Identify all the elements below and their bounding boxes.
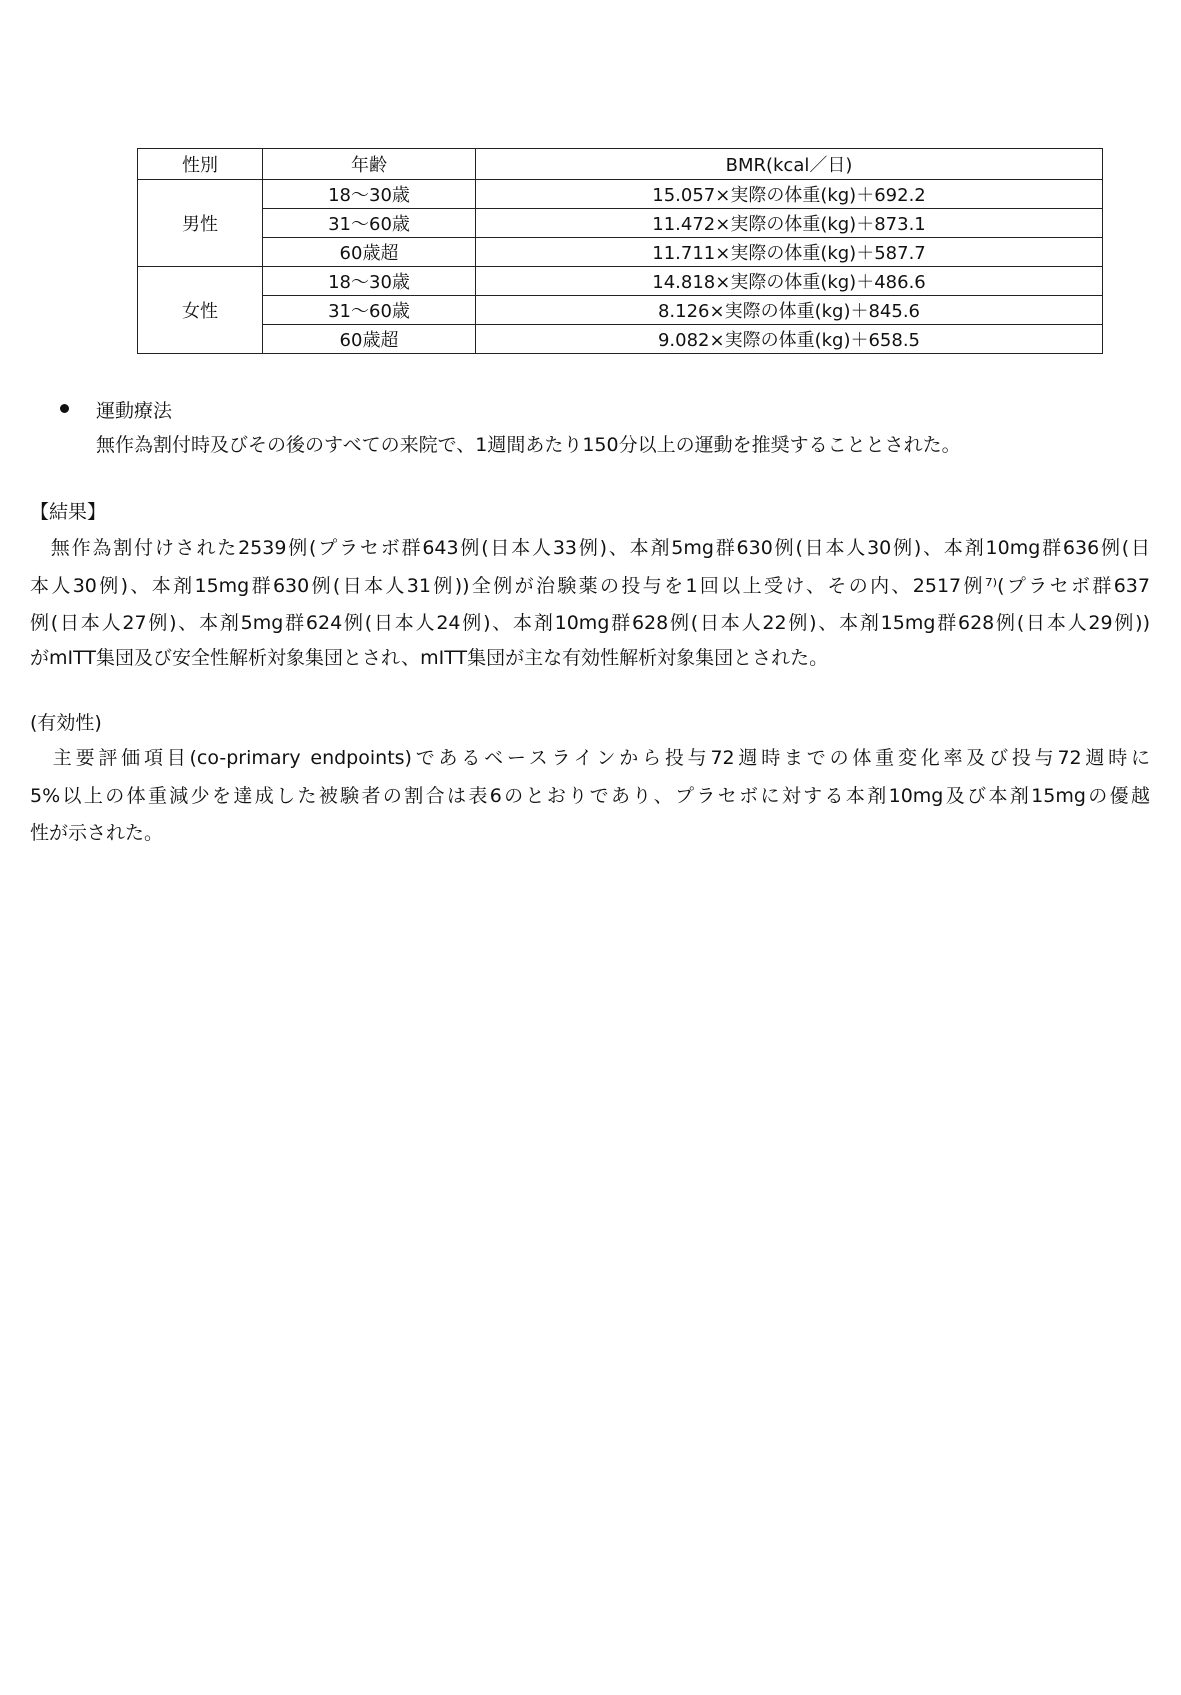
exercise-title: 運動療法	[96, 400, 173, 422]
efficacy-line: 主要評価項目(co-primary endpoints)であるベースラインから投与72週時までの体重変化率及び投与72週時に	[30, 747, 1150, 769]
table-row	[138, 238, 1103, 267]
results-heading: 【結果】	[30, 501, 107, 523]
efficacy-heading: (有効性)	[30, 712, 102, 734]
header-age: 年齢	[263, 149, 476, 180]
age-cell: 18～30歳	[263, 180, 476, 209]
formula-cell: 9.082×実際の体重(kg)＋658.5	[476, 325, 1103, 354]
age-cell: 60歳超	[263, 238, 476, 267]
formula-cell: 11.472×実際の体重(kg)＋873.1	[476, 209, 1103, 238]
formula-cell: 11.711×実際の体重(kg)＋587.7	[476, 238, 1103, 267]
table-row	[138, 296, 1103, 325]
sex-cell: 女性	[138, 267, 263, 354]
age-cell: 31～60歳	[263, 296, 476, 325]
table-row	[138, 180, 1103, 209]
efficacy-line: 5%以上の体重減少を達成した被験者の割合は表6のとおりであり、プラセボに対する本剤10mg及び本剤15mgの優越	[30, 785, 1150, 807]
age-cell: 60歳超	[263, 325, 476, 354]
header-bmr: BMR(kcal／日)	[476, 149, 1103, 180]
bullet-icon	[60, 404, 69, 413]
results-line: がmITT集団及び安全性解析対象集団とされ、mITT集団が主な有効性解析対象集団とされた。	[30, 647, 829, 669]
table-row	[138, 267, 1103, 296]
formula-cell: 15.057×実際の体重(kg)＋692.2	[476, 180, 1103, 209]
sex-cell: 男性	[138, 180, 263, 267]
table-header-row	[138, 149, 1103, 180]
header-sex: 性別	[138, 149, 263, 180]
results-line: 無作為割付けされた2539例(プラセボ群643例(日本人33例)、本剤5mg群630例(日本人30例)、本剤10mg群636例(日	[30, 537, 1150, 559]
formula-cell: 14.818×実際の体重(kg)＋486.6	[476, 267, 1103, 296]
bmr-table	[137, 148, 1103, 354]
results-line: 例(日本人27例)、本剤5mg群624例(日本人24例)、本剤10mg群628例(日本人22例)、本剤15mg群628例(日本人29例))	[30, 612, 1150, 634]
exercise-text: 無作為割付時及びその後のすべての来院で、1週間あたり150分以上の運動を推奨することとされた。	[96, 434, 961, 456]
efficacy-line: 性が示された。	[30, 822, 164, 844]
age-cell: 18～30歳	[263, 267, 476, 296]
age-cell: 31～60歳	[263, 209, 476, 238]
results-line: 本人30例)、本剤15mg群630例(日本人31例))全例が治験薬の投与を1回以上受け、その内、2517例⁷⁾(プラセボ群637	[30, 575, 1150, 597]
formula-cell: 8.126×実際の体重(kg)＋845.6	[476, 296, 1103, 325]
table-row	[138, 209, 1103, 238]
table-row	[138, 325, 1103, 354]
